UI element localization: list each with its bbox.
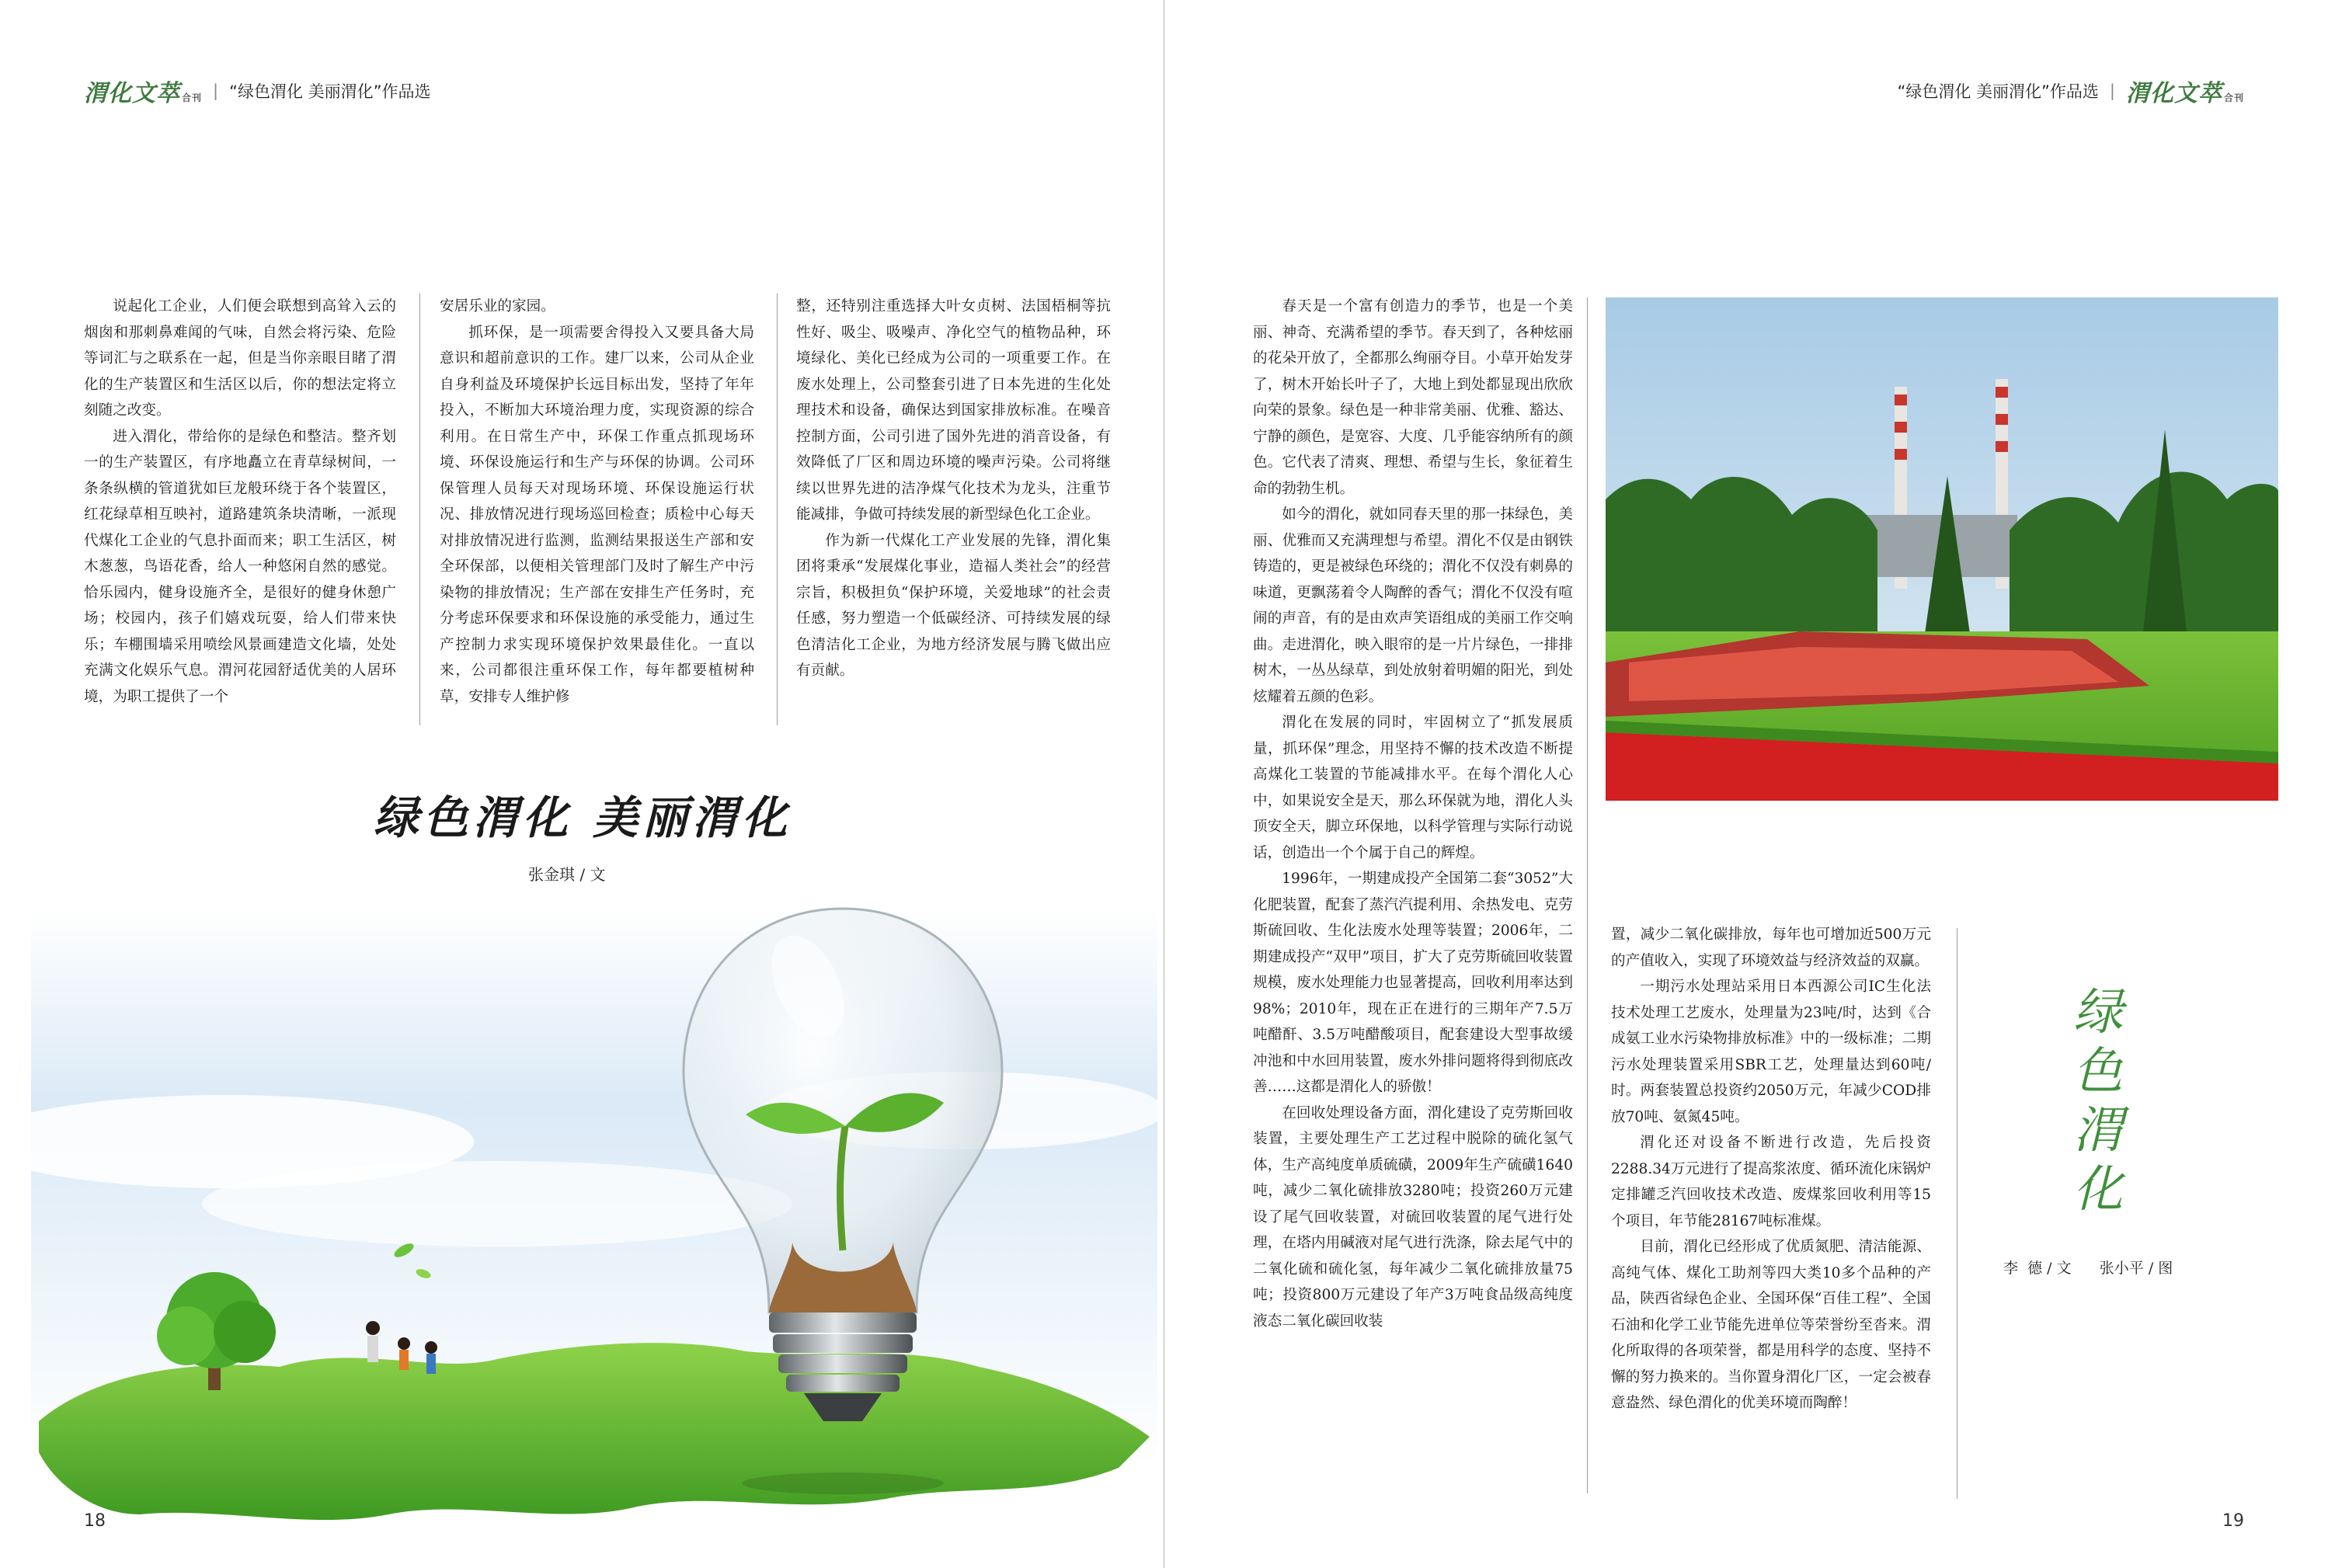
paragraph: 一期污水处理站采用日本西源公司IC生化法技术处理工艺废水，处理量为23吨/时，达到《合成氨工业水污染物排放标准》中的一级标准；二期污水处理装置采用SBR工艺，处理量达到60吨/时。两套装置总投资约2050万元，年减少COD排放70吨、氨氮45吨。 — [1611, 979, 1931, 1125]
paragraph: 抓环保，是一项需要舍得投入又要具备大局意识和超前意识的工作。建厂以来，公司从企业自身利益及环境保护长远目标出发，坚持了年年投入，不断加大环境治理力度，实现资源的综合利用。在日常生产中，环保工作重点抓现场环境、环保设施运行和生产与环保的协调。公司环保管理人员每天对现场环境、环保设施运行状况、排放情况进行现场巡回检查；质检中心每天对排放情况进行监测，监测结果报送生产部和安全环保部，以便相关管理部门及时了解生产中污染物的排放情况；生产部在安排生产任务时，充分考虑环保要求和环保设施的承受能力，通过生产控制力求实现环境保护效果最佳化。一直以来，公司都很注重环保工作，每年都要植树种草，安排专人维护修 — [440, 324, 754, 705]
magazine-logo: 渭化文萃 合刊 — [84, 80, 203, 107]
paragraph: 作为新一代煤化工产业发展的先锋，渭化集团将秉承“发展煤化事业，造福人类社会”的经营宗旨，积极担负“保护环境，关爱地球”的社会责任感，努力塑造一个低碳经济、可持续发展的绿色清洁化工企业，为地方经济发展与腾飞做出应有贡献。 — [796, 532, 1111, 679]
hero-illustration — [31, 878, 1157, 1545]
page-header-right: “绿色渭化 美丽渭化”作品选 | 渭化文萃 合刊 — [1897, 71, 2244, 110]
paragraph: 安居乐业的家园。 — [440, 298, 555, 315]
grass-world-map — [39, 1343, 1150, 1520]
article-column-3 — [796, 294, 1111, 684]
cloud — [202, 1161, 792, 1246]
column-divider — [419, 294, 420, 725]
article-column-1 — [84, 294, 396, 710]
right-page — [1164, 0, 2328, 1568]
paragraph: 置，减少二氧化碳排放，每年也可增加近500万元的产值收入，实现了环境效益与经济效益的双赢。 — [1611, 927, 1931, 969]
article-column-2 — [1611, 922, 1931, 1417]
paragraph: 1996年，一期建成投产全国第二套“3052”大化肥装置，配套了蒸汽汽提利用、余热发电、克劳斯硫回收、生化法废水处理等装置；2006年，二期建成投产“双甲”项目，扩大了克劳斯硫回收装置规模，废水处理能力也显著提高，回收利用率达到98%；2010年，现在正在进行的三期年产7.5万吨醋酐、3.5万吨醋酸项目，配套建设大型事故缓冲池和中水回用装置，废水外排问题将得到彻底改善……这都是渭化人的骄傲！ — [1253, 871, 1573, 1095]
paragraph: 在回收处理设备方面，渭化建设了克劳斯回收装置，主要处理生产工艺过程中脱除的硫化氢气体，生产高纯度单质硫磺，2009年生产硫磺1640吨，减少二氧化硫排放3280吨；投资260万元建设了尾气回收装置，对硫回收装置的尾气进行处理，在塔内用碱液对尾气进行洗涤，除去尾气中的二氧化硫和硫化氢，每年减少二氧化硫排放量75吨；投资800万元建设了年产3万吨食品级高纯度液态二氧化碳回收装 — [1253, 1104, 1573, 1330]
paragraph: 进入渭化，带给你的是绿色和整洁。整齐划一的生产装置区，有序地矗立在青草绿树间，一条条纵横的管道犹如巨龙般环绕于各个装置区，红花绿草相互映衬，道路建筑条块清晰，一派现代煤化工企业的气息扑面而来；职工生活区，树木葱葱，鸟语花香，给人一种悠闲自然的感觉。恰乐园内，健身设施齐全，是很好的健身休憩广场；校园内，孩子们嬉戏玩耍，给人们带来快乐；车棚围墙采用喷绘风景画建造文化墙，处处充满文化娱乐气息。渭河花园舒适优美的人居环境，为职工提供了一个 — [84, 428, 396, 705]
paragraph: 目前，渭化已经形成了优质氮肥、清洁能源、高纯气体、煤化工助剂等四大类10多个品种的产品，陕西省绿色企业、全国环保“百佳工程”、全国石油和化学工业节能先进单位等荣誉纷至沓来。渭化所取得的各项荣誉，都是用科学的态度、坚持不懈的努力换来的。当你置身渭化厂区，一定会被春意盎然、绿色渭化的优美环境而陶醉！ — [1611, 1239, 1931, 1411]
paragraph: 春天是一个富有创造力的季节，也是一个美丽、神奇、充满希望的季节。春天到了，各种炫丽的花朵开放了，全都那么绚丽夺目。小草开始发芽了，树木开始长叶子了，大地上到处都显现出欣欣向荣的景象。绿色是一种非常美丽、优雅、豁达、宁静的颜色，是宽容、大度、几乎能容纳所有的颜色。它代表了清爽、理想、希望与生长，象征着生命的勃勃生机。 — [1253, 298, 1573, 497]
magazine-logo: 渭化文萃 合刊 — [2125, 80, 2244, 107]
page-number: 18 — [84, 1511, 106, 1531]
paragraph: 说起化工企业，人们便会联想到高耸入云的烟囱和那刺鼻难闻的气味，自然会将污染、危险等词汇与之联系在一起，但是当你亲眼目睹了渭化的生产装置区和生活区以后，你的想法定将立刻随之改变。 — [84, 298, 396, 419]
paragraph: 整，还特别注重选择大叶女贞树、法国梧桐等抗性好、吸尘、吸噪声、净化空气的植物品种，环境绿化、美化已经成为公司的一项重要工作。在废水处理上，公司整套引进了日本先进的生化处理技术和设备，确保达到国家排放标准。在噪音控制方面，公司引进了国外先进的消音设备，有效降低了厂区和周边环境的噪声污染。公司将继续以世界先进的洁净煤气化技术为龙头，注重节能减排，争做可持续发展的新型绿色化工企业。 — [796, 298, 1111, 523]
paragraph: 渭化还对设备不断进行改造，先后投资2288.34万元进行了提高浆浓度、循环流化床锅炉定排罐乏汽回收技术改造、废煤浆回收利用等15个项目，年节能28167吨标准煤。 — [1611, 1135, 1931, 1229]
byline: 张金琪 / 文 — [528, 865, 606, 884]
bulb-base — [769, 1312, 917, 1333]
page-number: 19 — [2222, 1511, 2244, 1531]
series-title: “绿色渭化 美丽渭化”作品选 — [229, 82, 431, 101]
paragraph: 如今的渭化，就如同春天里的那一抹绿色，美丽、优雅而又充满理想与希望。渭化不仅是由钢铁铸造的，更是被绿色环绕的；渭化不仅没有刺鼻的味道，更飘荡着令人陶醉的香气；渭化不仅没有喧闹的声音，有的是由欢声笑语组成的美丽工作交响曲。走进渭化，映入眼帘的是一片片绿色，一排排树木，一丛丛绿草，到处放射着明媚的阳光，到处炫耀着五颜的色彩。 — [1253, 506, 1573, 705]
article-column-2 — [440, 294, 754, 710]
article-title: 绿色渭化 美丽渭化 — [373, 791, 792, 844]
factory-garden-photo — [1606, 297, 2278, 801]
column-divider — [777, 294, 778, 725]
paragraph: 渭化在发展的同时，牢固树立了“抓发展质量，抓环保”理念，用坚持不懈的技术改造不断提高煤化工装置的节能减排水平。在每个渭化人心中，如果说安全是天，那么环保就为地，渭化人头顶安全天，脚立环保地，以科学管理与实际行动说话，创造出一个个属于自己的辉煌。 — [1253, 714, 1573, 861]
series-title: “绿色渭化 美丽渭化”作品选 — [1897, 82, 2099, 101]
vertical-title: 绿 色 渭 化 — [2073, 984, 2123, 1219]
credits: 李 德 / 文 张小平 / 图 — [2003, 1260, 2173, 1277]
page-header-left: 渭化文萃 合刊 | “绿色渭化 美丽渭化”作品选 — [84, 71, 431, 110]
column-divider — [1587, 297, 1588, 1493]
article-column-1 — [1253, 294, 1573, 1334]
